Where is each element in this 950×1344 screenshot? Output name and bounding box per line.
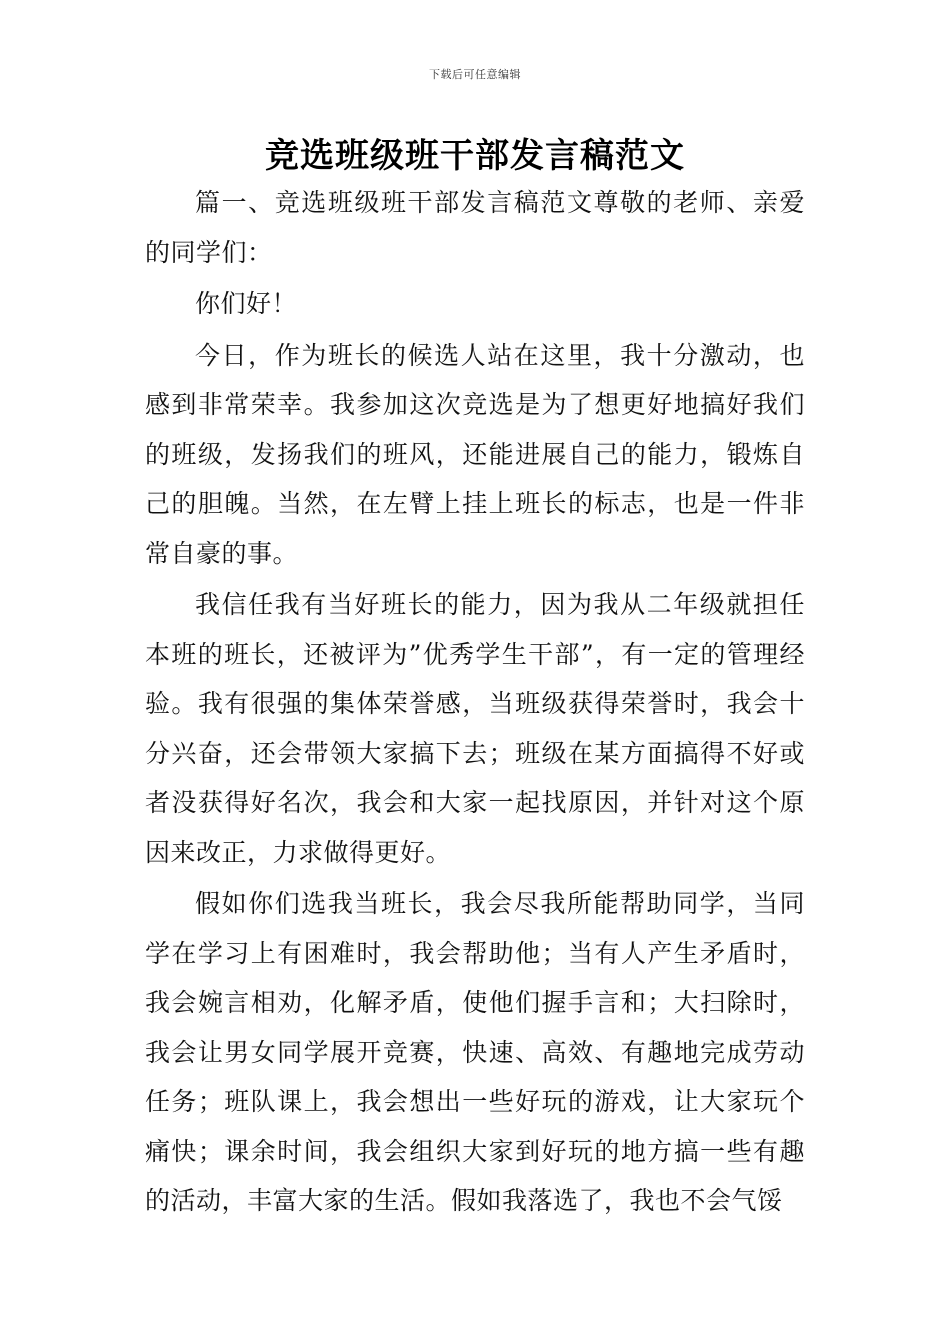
- header-note: 下载后可任意编辑: [429, 68, 521, 81]
- document-body: [145, 178, 805, 1228]
- paragraph-motivation: 今日，作为班长的候选人站在这里，我十分激动，也感到非常荣幸。我参加这次竞选是为了想更好地搞好我们的班级，发扬我们的班风，还能进展自己的能力，锻炼自己的胆魄。当然，在左臂上挂上班长的标志，也是一件非常自豪的事。: [145, 340, 805, 568]
- paragraph-plan: 假如你们选我当班长，我会尽我所能帮助同学，当同学在学习上有困难时，我会帮助他；当有人产生矛盾时，我会婉言相劝，化解矛盾，使他们握手言和；大扫除时，我会让男女同学展开竞赛，快速、高效、有趣地完成劳动任务；班队课上，我会想出一些好玩的游戏，让大家玩个痛快；课余时间，我会组织大家到好玩的地方搞一些有趣的活动，丰富大家的生活。假如我落选了，我也不会气馁: [145, 889, 805, 1215]
- paragraph-intro: 篇一、竞选班级班干部发言稿范文尊敬的老师、亲爱的同学们：: [145, 188, 805, 267]
- paragraph-greeting: 你们好！: [195, 289, 298, 318]
- document-title: 竞选班级班干部发言稿范文: [265, 136, 685, 176]
- paragraph-ability: 我信任我有当好班长的能力，因为我从二年级就担任本班的班长，还被评为”优秀学生干部”，有一定的管理经验。我有很强的集体荣誉感，当班级获得荣誉时，我会十分兴奋，还会带领大家搞下去；班级在某方面搞得不好或者没获得好名次，我会和大家一起找原因，并针对这个原因来改正，力求做得更好。: [145, 590, 805, 867]
